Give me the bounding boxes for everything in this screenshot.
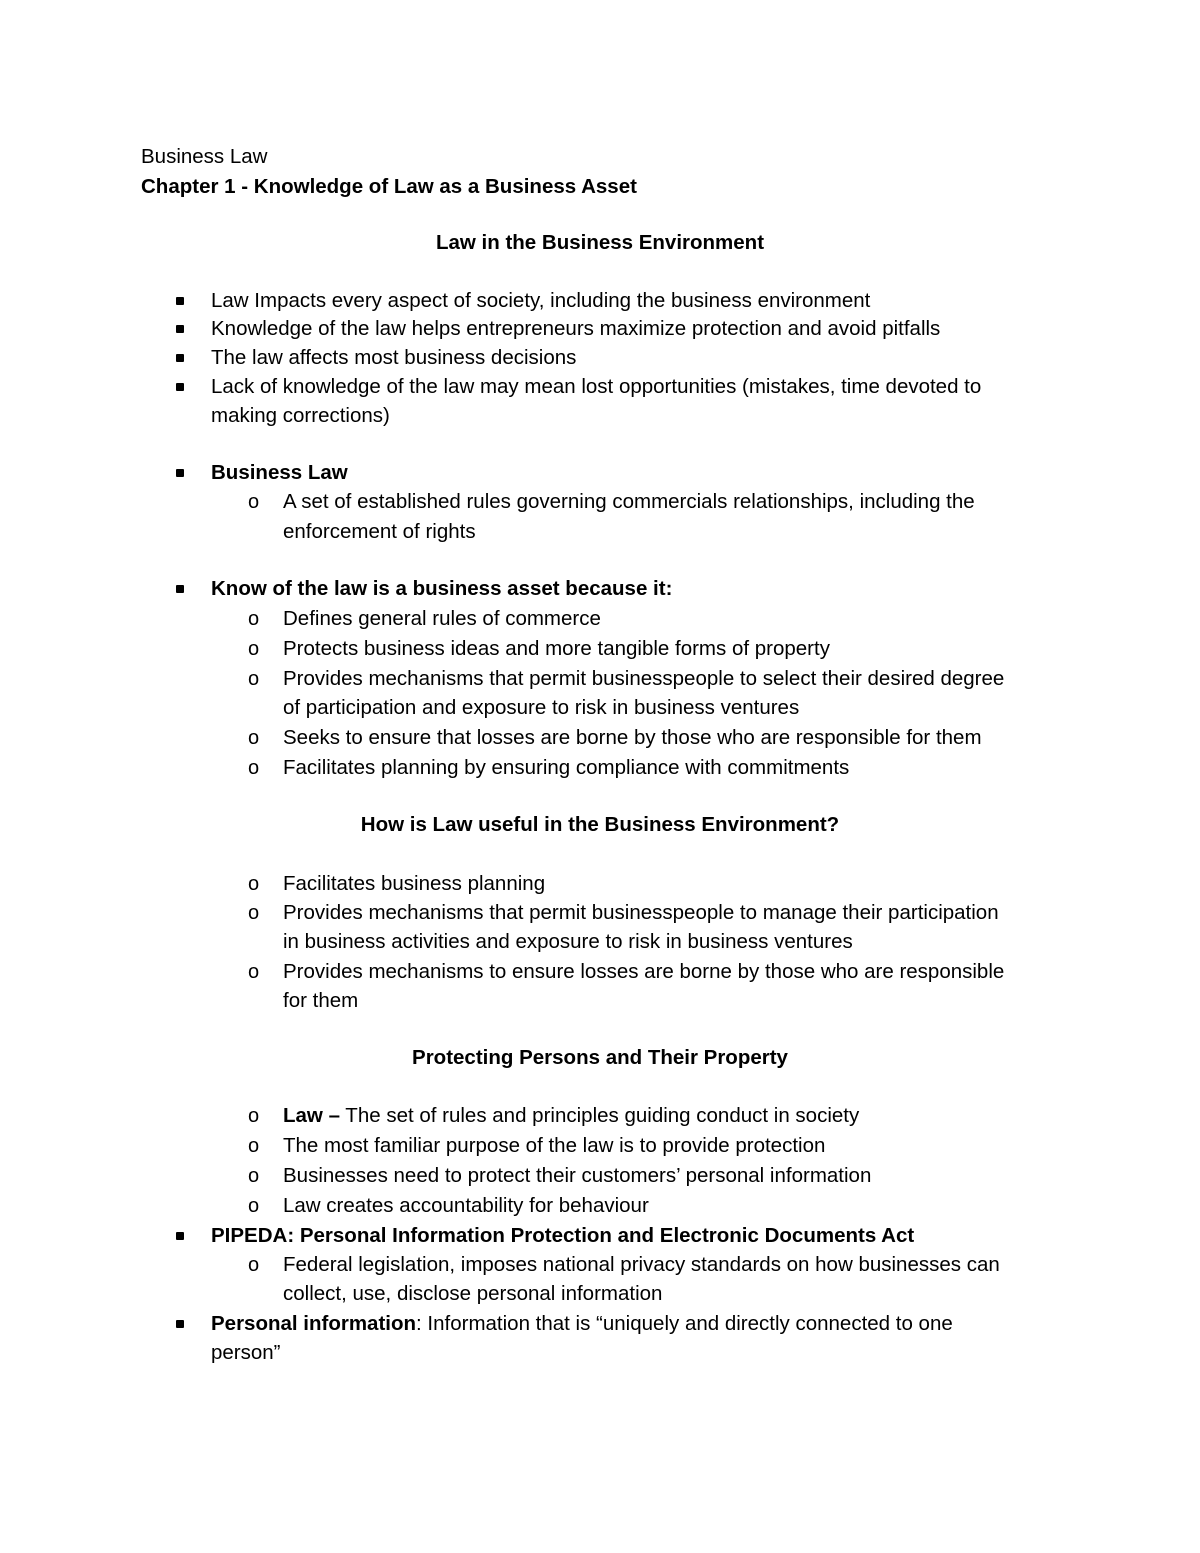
sub-list-item: Law creates accountability for behaviour [283,1194,649,1217]
bullet-icon [176,297,184,305]
circle-bullet-icon: o [248,727,260,749]
list-item: Knowledge of the law helps entrepreneurs maximize protection and avoid pitfalls [211,317,941,340]
circle-bullet-icon: o [248,1105,260,1127]
circle-bullet-icon: o [248,1254,260,1276]
circle-bullet-icon: o [248,608,260,630]
bullet-icon [176,383,184,391]
circle-bullet-icon: o [248,668,260,690]
bullet-icon [176,1320,184,1328]
bullet-icon [176,469,184,477]
list-item: Lack of knowledge of the law may mean lost opportunities (mistakes, time devoted to [211,375,982,398]
law-term: Law – [283,1104,340,1127]
sub-list-item-continuation: in business activities and exposure to risk in business ventures [283,930,853,953]
bullet-icon [176,325,184,333]
sub-list-item-continuation: collect, use, disclose personal information [283,1282,663,1305]
list-item-heading: Know of the law is a business asset because it: [211,577,673,600]
circle-bullet-icon: o [248,1135,260,1157]
sub-list-item: Seeks to ensure that losses are borne by those who are responsible for them [283,726,982,749]
personal-information-definition: : Information that is “uniquely and directly connected to one [416,1312,953,1335]
sub-list-item: Provides mechanisms that permit businesspeople to select their desired degree [283,667,1005,690]
sub-list-item: A set of established rules governing commercials relationships, including the [283,490,975,513]
sub-list-item-continuation: enforcement of rights [283,520,476,543]
circle-bullet-icon: o [248,638,260,660]
list-item-heading: Business Law [211,461,348,484]
sub-list-item: Federal legislation, imposes national privacy standards on how businesses can [283,1253,1000,1276]
sub-list-item: Provides mechanisms to ensure losses are borne by those who are responsible [283,960,1005,983]
sub-list-item: Defines general rules of commerce [283,607,601,630]
list-item [211,1314,953,1335]
sub-list-item-continuation: of participation and exposure to risk in business ventures [283,696,800,719]
section-heading: Law in the Business Environment [435,231,765,254]
sub-list-item: Protects business ideas and more tangible forms of property [283,637,830,660]
bullet-icon [176,585,184,593]
sub-list-item-continuation: for them [283,989,359,1012]
circle-bullet-icon: o [248,1165,260,1187]
circle-bullet-icon: o [248,961,260,983]
sub-list-item: The most familiar purpose of the law is to provide protection [283,1134,826,1157]
section-heading: How is Law useful in the Business Environment? [360,813,840,836]
sub-list-item: Facilitates planning by ensuring compliance with commitments [283,756,850,779]
list-item-continuation: making corrections) [211,404,390,427]
sub-list-item: Businesses need to protect their customers’ personal information [283,1164,872,1187]
list-item-continuation: person” [211,1341,281,1364]
law-definition: The set of rules and principles guiding conduct in society [339,1104,860,1127]
circle-bullet-icon: o [248,757,260,779]
sub-list-item: Facilitates business planning [283,872,546,895]
list-item-heading: PIPEDA: Personal Information Protection and Electronic Documents Act [211,1224,915,1247]
sub-list-item [283,1106,859,1127]
course-title: Business Law [141,145,268,168]
circle-bullet-icon: o [248,1195,260,1217]
bullet-icon [176,354,184,362]
chapter-title: Chapter 1 - Knowledge of Law as a Business Asset [141,175,637,198]
circle-bullet-icon: o [248,902,260,924]
section-heading: Protecting Persons and Their Property [412,1046,788,1069]
bullet-icon [176,1232,184,1240]
personal-information-term: Personal information [211,1312,417,1335]
circle-bullet-icon: o [248,873,260,895]
sub-list-item: Provides mechanisms that permit businesspeople to manage their participation [283,901,999,924]
list-item: Law Impacts every aspect of society, including the business environment [211,289,871,312]
circle-bullet-icon: o [248,491,260,513]
list-item: The law affects most business decisions [211,346,577,369]
